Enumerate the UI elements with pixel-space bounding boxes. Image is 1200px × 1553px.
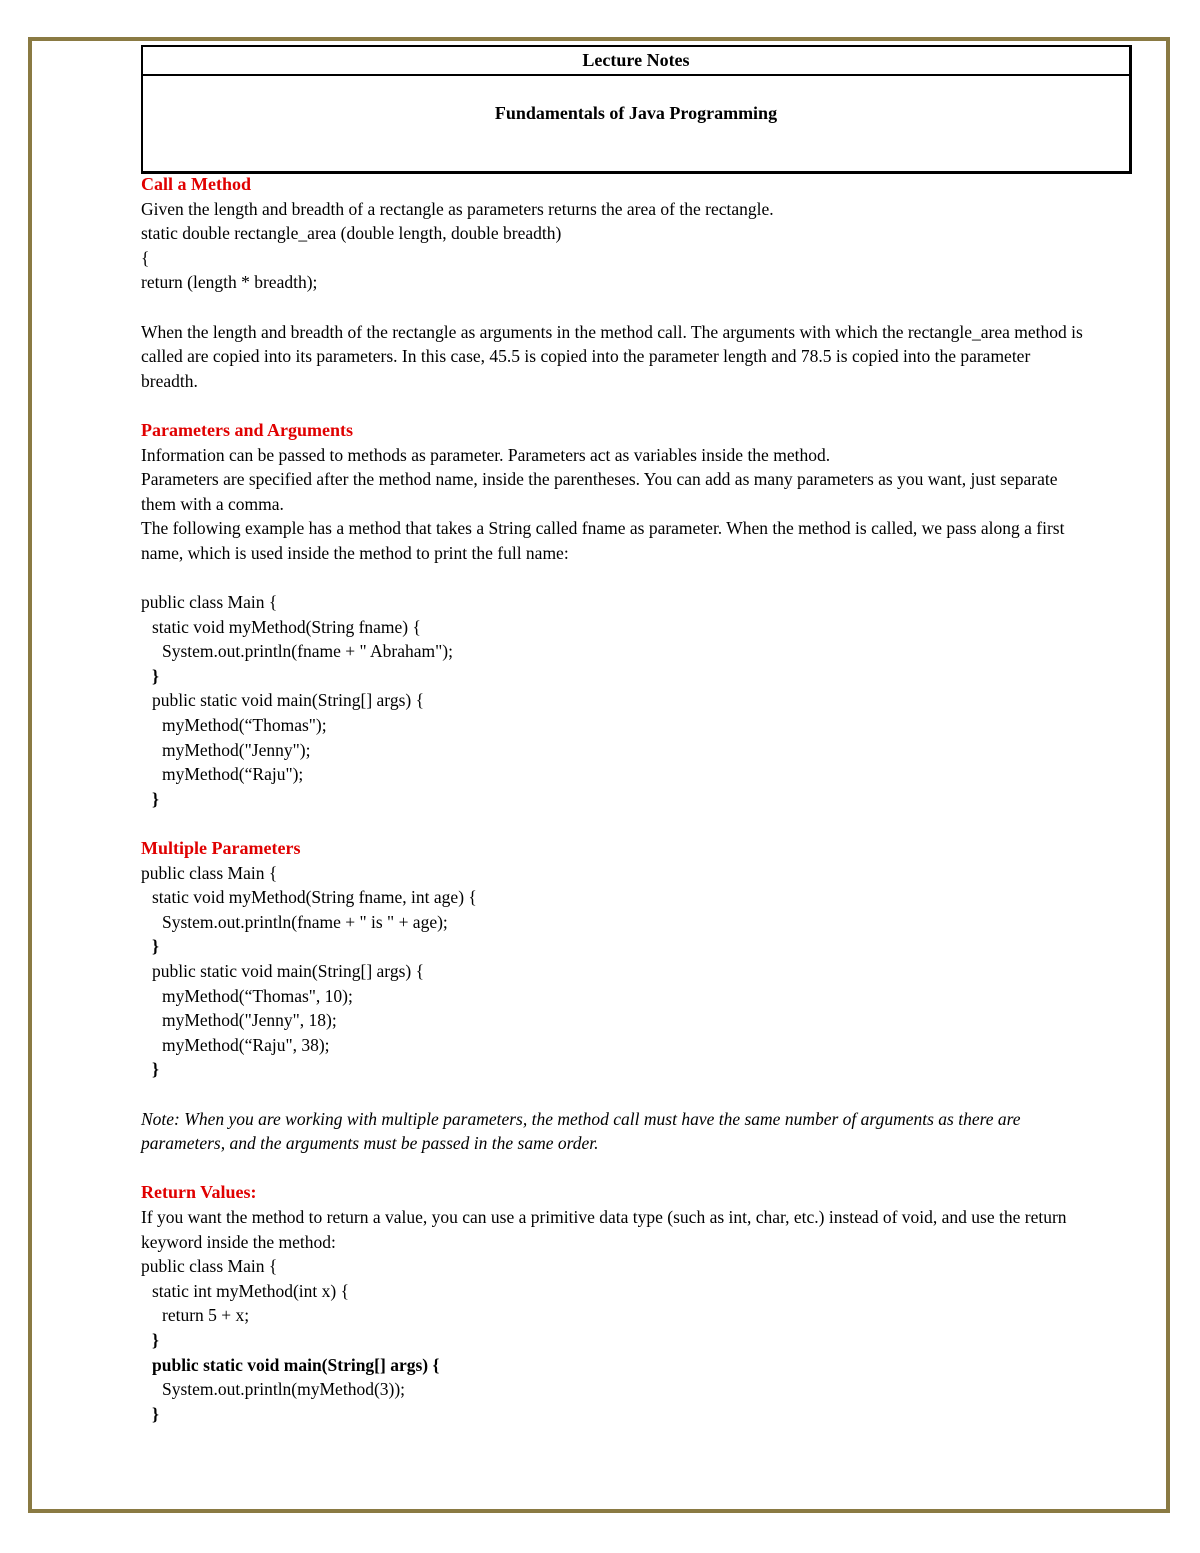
code-line: public class Main {	[141, 592, 278, 613]
code-line: static double rectangle_area (double length, double breadth)	[141, 223, 562, 244]
header-title: Lecture Notes	[143, 47, 1129, 76]
code-line: myMethod(“Thomas", 10);	[162, 985, 353, 1006]
code-line: }	[152, 665, 159, 686]
code-line: return 5 + x;	[162, 1305, 250, 1326]
paragraph: If you want the method to return a value, you can use a primitive data type (such as int, char, etc.) instead of void, and use the return keyword inside the method:	[141, 1206, 1067, 1252]
note-paragraph: Note: When you are working with multiple parameters, the method call must have the same number of arguments as there are parameters, and the arguments must be passed in the same order.	[141, 1108, 1021, 1154]
code-line: }	[152, 788, 159, 809]
code-line: myMethod(“Raju");	[162, 764, 304, 785]
paragraph: When the length and breadth of the rectangle as arguments in the method call. The arguments with which the rectangle_area method is called are copied into its parameters. In this case, 45.5 is copied into the parameter length and 78.5 is copied into the parameter breadth.	[141, 321, 1083, 391]
section-heading-call-a-method: Call a Method	[141, 174, 251, 194]
header-box	[141, 45, 1132, 174]
code-line: static void myMethod(String fname) {	[152, 616, 421, 637]
code-line: myMethod("Jenny");	[162, 739, 311, 760]
code-line: }	[152, 1329, 159, 1350]
code-line: }	[152, 1059, 159, 1080]
code-line: public static void main(String[] args) {	[152, 961, 424, 981]
text-line: Given the length and breadth of a rectangle as parameters returns the area of the rectangle.	[141, 198, 774, 219]
code-line: static int myMethod(int x) {	[152, 1280, 349, 1301]
paragraph: Information can be passed to methods as parameter. Parameters act as variables inside the method.	[141, 444, 831, 465]
code-line: myMethod("Jenny", 18);	[162, 1010, 337, 1031]
code-line: static void myMethod(String fname, int age) {	[152, 887, 477, 908]
code-line: }	[152, 936, 159, 957]
code-line: {	[141, 247, 150, 268]
code-line: System.out.println(fname + " Abraham");	[162, 641, 453, 662]
paragraph: Parameters are specified after the method name, inside the parentheses. You can add as many parameters as you want, just separate them with a comma.	[141, 469, 1058, 514]
code-line: }	[152, 1403, 159, 1424]
code-line: myMethod(“Thomas");	[162, 715, 327, 736]
code-line: myMethod(“Raju", 38);	[162, 1034, 330, 1055]
section-heading-return-values: Return Values:	[141, 1182, 257, 1203]
code-line: public class Main {	[141, 862, 278, 883]
code-line: public class Main {	[141, 1256, 278, 1277]
code-line: System.out.println(myMethod(3));	[162, 1379, 406, 1400]
header-subtitle: Fundamentals of Java Programming	[494, 103, 778, 123]
code-line: return (length * breadth);	[141, 272, 318, 293]
code-line: public static void main(String[] args) {	[152, 1354, 440, 1375]
code-line: System.out.println(fname + " is " + age);	[162, 911, 448, 932]
code-line: public static void main(String[] args) {	[152, 690, 424, 711]
paragraph: The following example has a method that takes a String called fname as parameter. When the method is called, we pass along a first name, which is used inside the method to print the full name:	[141, 518, 1065, 563]
document-body	[141, 172, 1091, 1426]
section-heading-multiple-parameters: Multiple Parameters	[141, 838, 301, 859]
section-heading-parameters-and-arguments: Parameters and Arguments	[141, 419, 353, 440]
